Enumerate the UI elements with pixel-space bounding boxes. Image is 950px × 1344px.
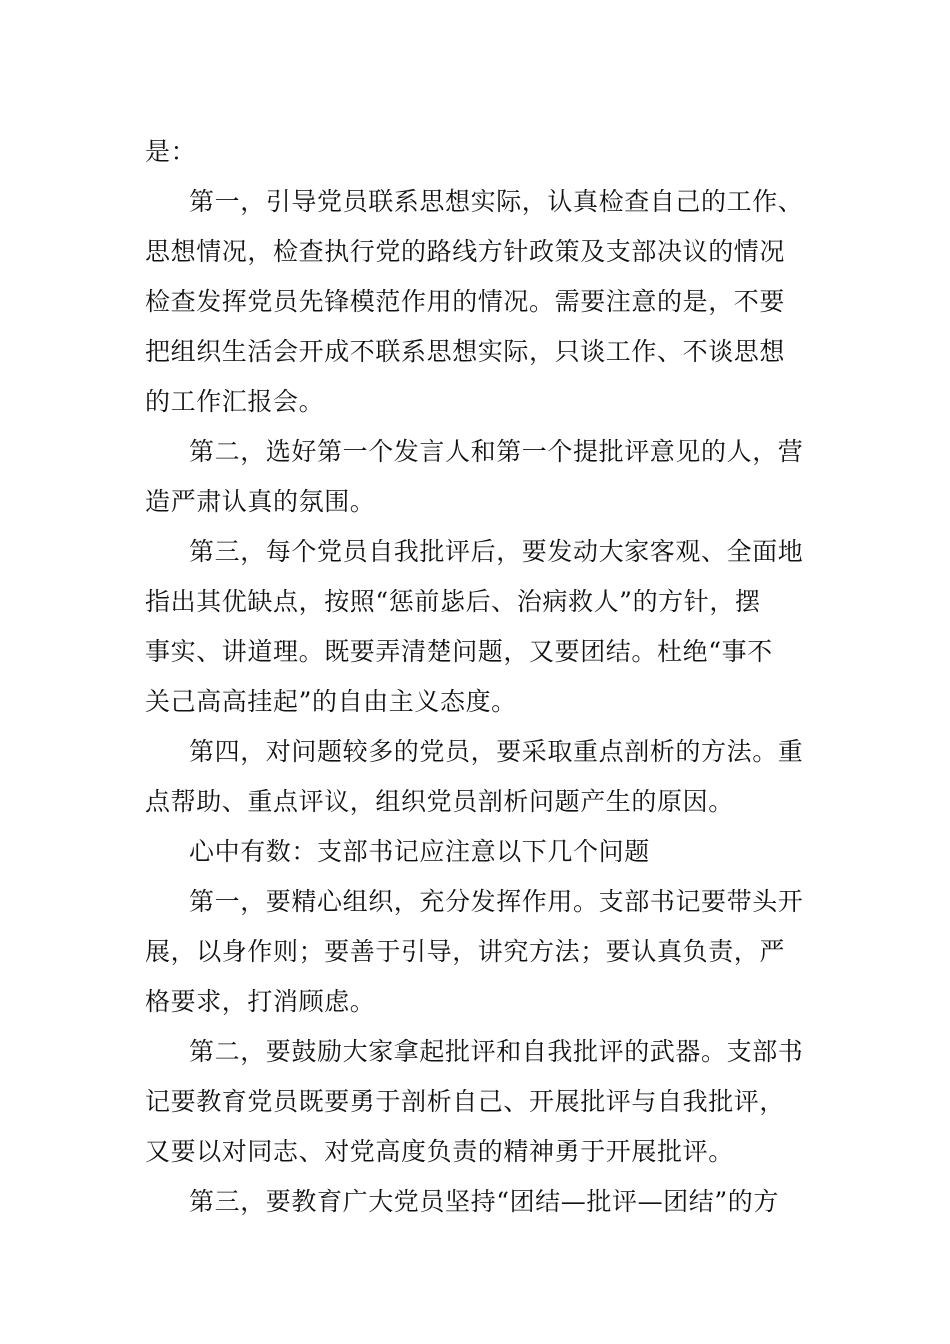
- text-line: 第三，要教育广大党员坚持“团结—批评—团结”的方: [189, 1187, 779, 1216]
- text-line: 思想情况，检查执行党的路线方针政策及支部决议的情况: [145, 237, 786, 266]
- text-line: 第一，引导党员联系思想实际，认真检查自己的工作、: [189, 187, 804, 216]
- text-line: 点帮助、重点评议，组织党员剖析问题产生的原因。: [145, 787, 734, 816]
- text-line: 第二，选好第一个发言人和第一个提批评意见的人，营: [189, 437, 804, 466]
- document-body: [145, 127, 810, 1227]
- text-line: 格要求，打消顾虑。: [145, 987, 376, 1016]
- text-line: 的工作汇报会。: [145, 387, 325, 416]
- text-line: 事实、讲道理。既要弄清楚问题，又要团结。杜绝“事不: [145, 637, 773, 666]
- text-line: 把组织生活会开成不联系思想实际，只谈工作、不谈思想: [145, 337, 786, 366]
- text-line: 记要教育党员既要勇于剖析自己、开展批评与自我批评，: [145, 1087, 786, 1116]
- text-line: 是：: [145, 137, 197, 166]
- text-line: 造严肃认真的氛围。: [145, 487, 376, 516]
- text-line: 检查发挥党员先锋模范作用的情况。需要注意的是，不要: [145, 287, 786, 316]
- text-line: 第一，要精心组织，充分发挥作用。支部书记要带头开: [189, 887, 804, 916]
- text-line: 第二，要鼓励大家拿起批评和自我批评的武器。支部书: [189, 1037, 804, 1066]
- text-line: 指出其优缺点，按照“惩前毖后、治病救人”的方针，摆: [145, 587, 761, 616]
- text-line: 又要以对同志、对党高度负责的精神勇于开展批评。: [145, 1137, 734, 1166]
- text-line: 关己高高挂起”的自由主义态度。: [145, 687, 517, 716]
- text-line: 第四，对问题较多的党员，要采取重点剖析的方法。重: [189, 737, 804, 766]
- text-line: 心中有数：支部书记应注意以下几个问题: [189, 837, 650, 866]
- text-line: 展，以身作则；要善于引导，讲究方法；要认真负责，严: [145, 937, 786, 966]
- text-line: 第三，每个党员自我批评后，要发动大家客观、全面地: [189, 537, 804, 566]
